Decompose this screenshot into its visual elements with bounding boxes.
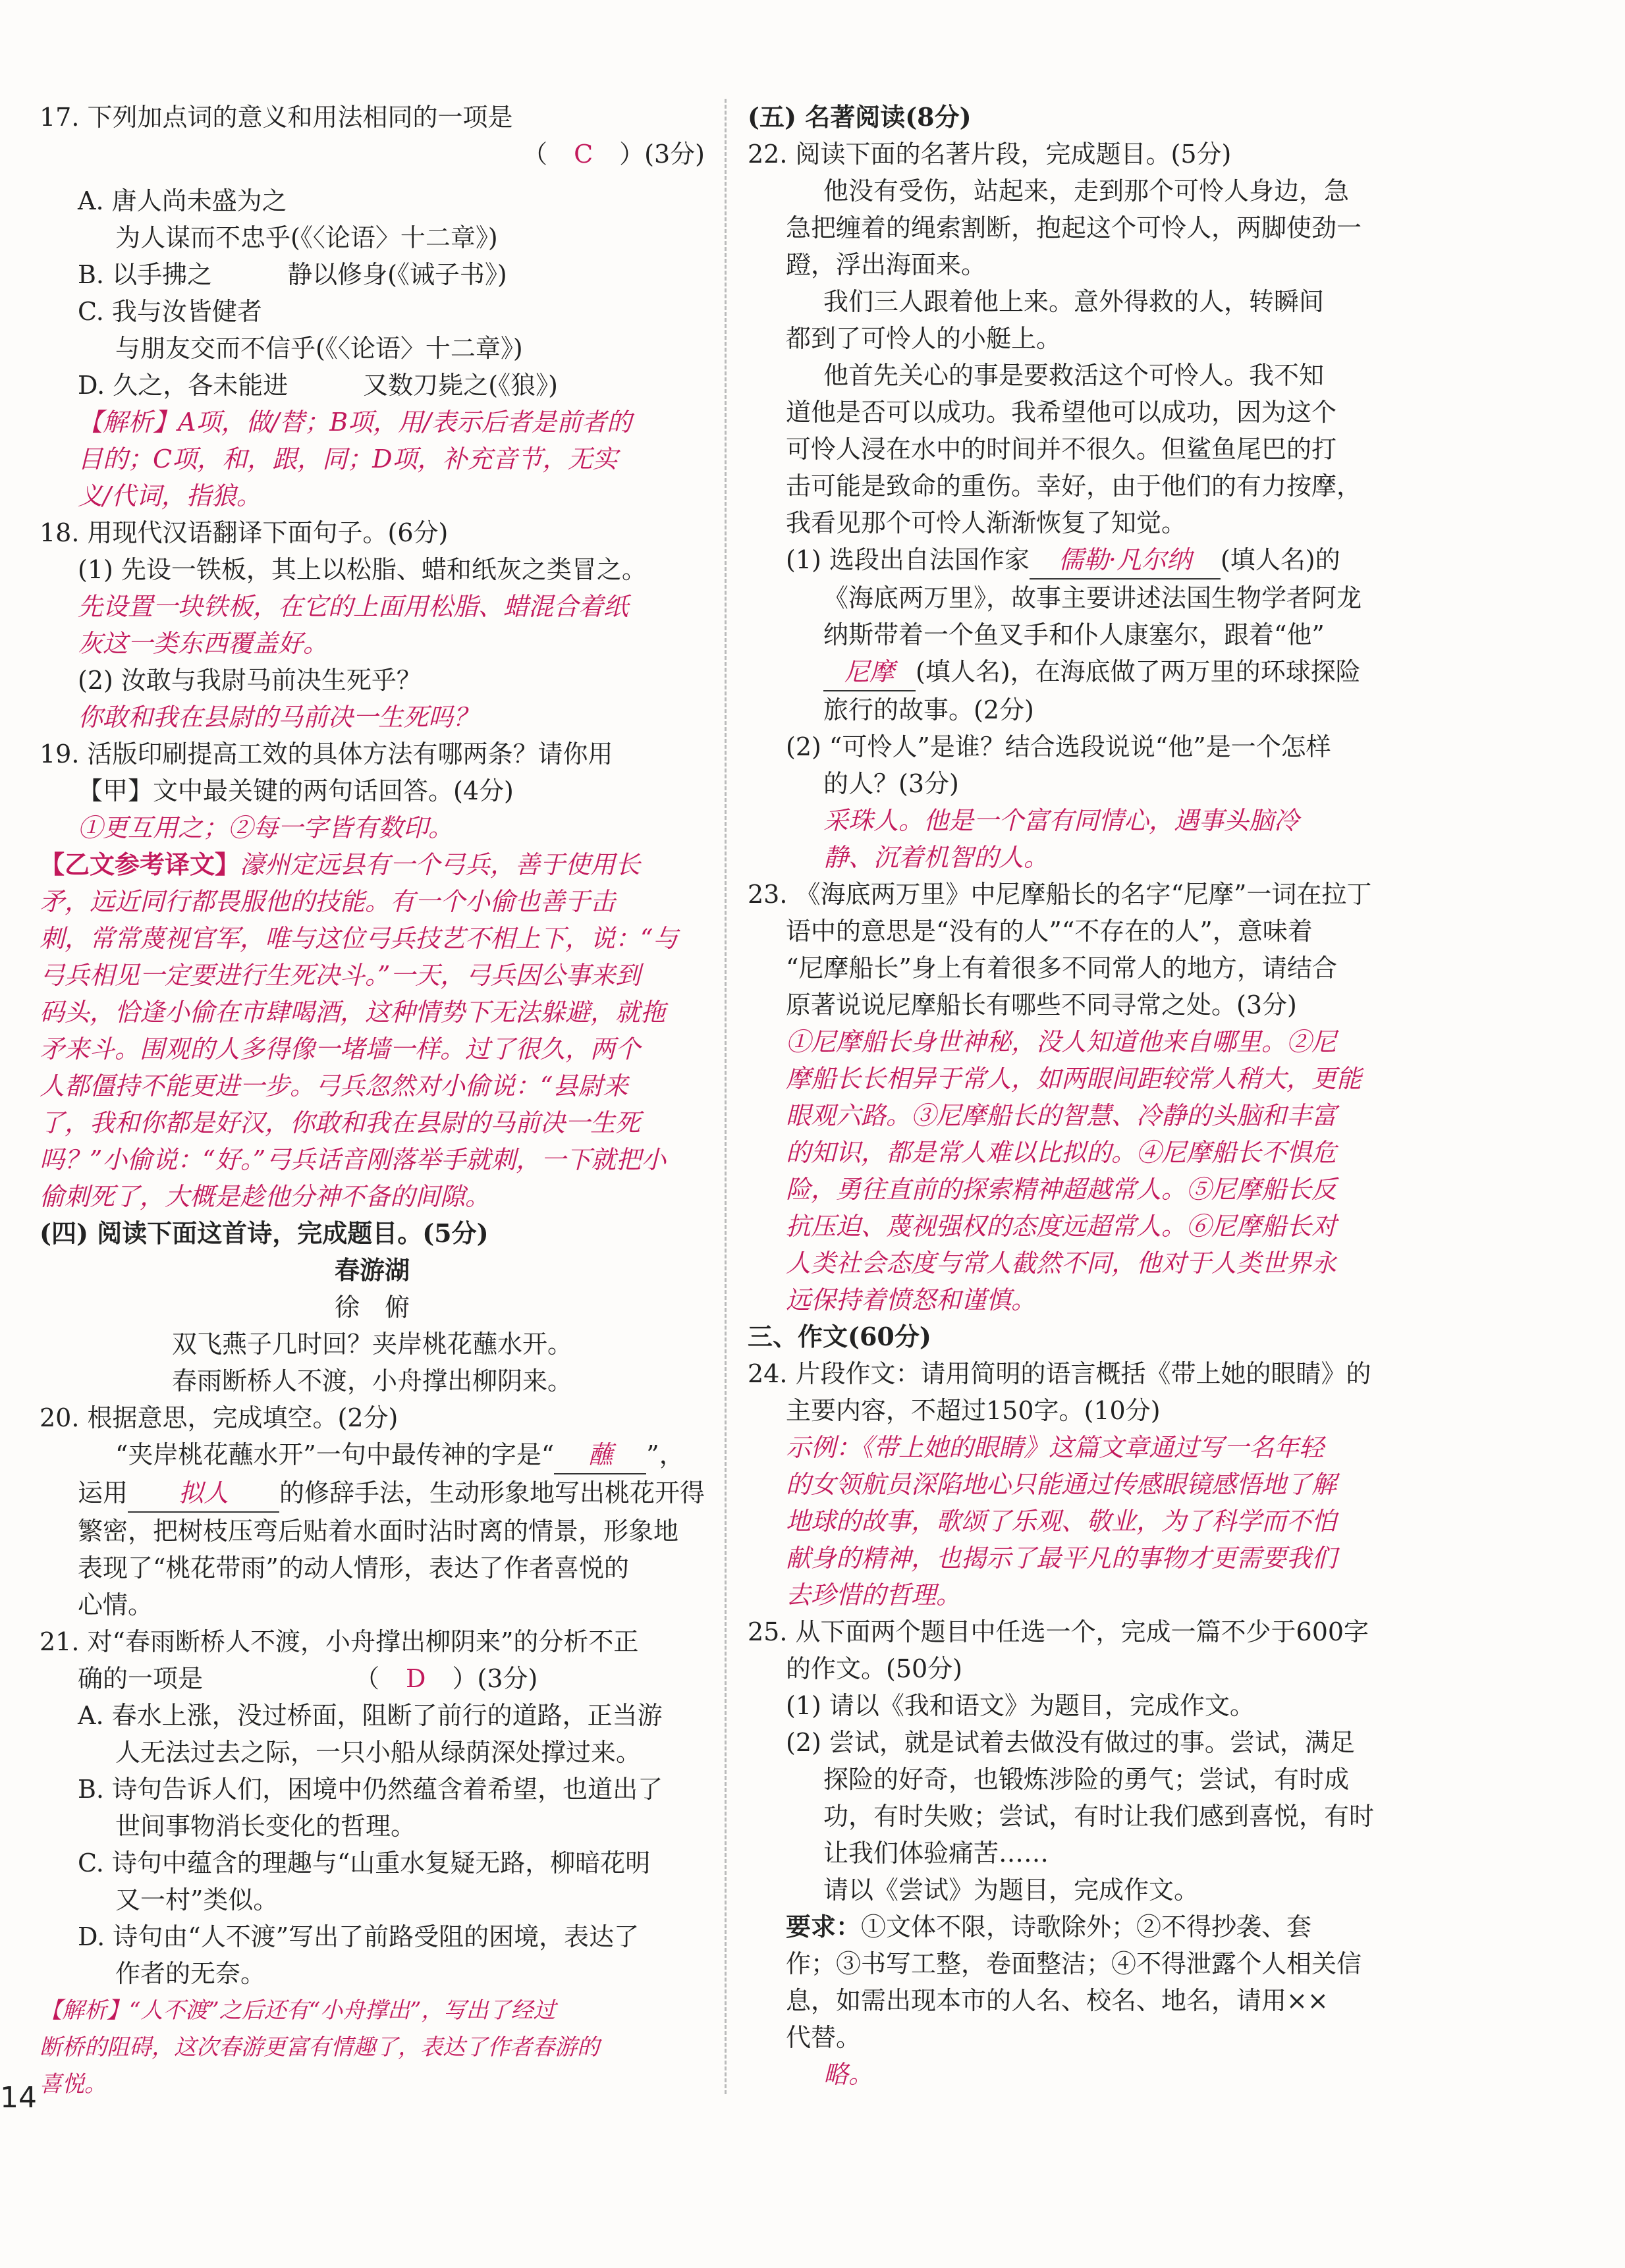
q18-answer-2: 你敢和我在县尉的马前决一生死吗？ — [78, 703, 479, 732]
question-20 — [40, 1399, 705, 1623]
q25-option-2-4: 让我们体验痛苦…… — [823, 1839, 1049, 1868]
q24-answer-4: 献身的精神，也揭示了最平凡的事物才更需要我们 — [786, 1544, 1337, 1573]
requirements-label: 要求： — [786, 1912, 862, 1941]
q17-option-c: C. 我与汝皆健者 — [78, 297, 262, 326]
question-17 — [40, 99, 705, 514]
q21-option-d: D. 诗句由“人不渡”写出了前路受阻的困境，表达了 — [78, 1922, 640, 1951]
q22-para1-3: 蹬，浮出海面来。 — [786, 250, 987, 279]
q23-stem-4: 原著说说尼摩船长有哪些不同寻常之处。(3分) — [786, 990, 1297, 1019]
q25-option-2-1: (2) 尝试，就是试着去做没有做过的事。尝试，满足 — [786, 1728, 1355, 1757]
translation-line-1: 【乙文参考译文】濠州定远县有一个弓兵，善于使用长 — [40, 850, 641, 879]
translation-line-10: 偷刺死了，大概是趁他分神不备的间隙。 — [40, 1182, 491, 1211]
q24-answer-2: 的女领航员深陷地心只能通过传感眼镜感悟地了解 — [786, 1470, 1337, 1499]
q17-analysis-3: 义/代词，指狼。 — [78, 481, 262, 510]
q22-sub1-3: 纳斯带着一个鱼叉手和仆人康塞尔，跟着“他” — [823, 620, 1325, 649]
q22-stem: 22. 阅读下面的名著片段，完成题目。(5分) — [748, 140, 1232, 169]
q20-text-4: 表现了“桃花带雨”的动人情形，表达了作者喜悦的 — [78, 1553, 629, 1582]
q23-stem-3: “尼摩船长”身上有着很多不同常人的地方，请结合 — [786, 954, 1337, 983]
q17-option-a-2: 为人谋而不忠乎(《〈论语〉十二章》) — [115, 223, 498, 252]
q23-answer-3: 眼观六路。③尼摩船长的智慧、冷静的头脑和丰富 — [786, 1101, 1337, 1130]
q19-stem: 19. 活版印刷提高工效的具体方法有哪两条？请你用 — [40, 740, 613, 769]
translation-line-2: 矛，远近同行都畏服他的技能。有一个小偷也善于击 — [40, 887, 616, 916]
q25-answer: 略。 — [823, 2060, 874, 2089]
q23-answer-2: 摩船长长相异于常人，如两眼间距较常人稍大，更能 — [786, 1064, 1362, 1093]
q22-sub2-1: (2) “可怜人”是谁？结合选段说说“他”是一个怎样 — [786, 732, 1331, 761]
q25-requirements-4: 代替。 — [786, 2023, 862, 2052]
q22-sub2-2: 的人？(3分) — [823, 769, 959, 798]
q22-para2-2: 都到了可怜人的小艇上。 — [786, 324, 1062, 353]
q21-option-c: C. 诗句中蕴含的理趣与“山重水复疑无路，柳暗花明 — [78, 1849, 651, 1877]
q17-option-b: B. 以手拂之 静以修身(《诫子书》) — [78, 260, 507, 289]
q23-stem-2: 语中的意思是“没有的人”“不存在的人”，意味着 — [786, 917, 1313, 946]
question-22 — [748, 136, 1416, 876]
section-4 — [40, 1215, 705, 1399]
translation-line-5: 码头，恰逢小偷在市肆喝酒，这种情势下无法躲避，就拖 — [40, 998, 666, 1027]
q21-stem-2: 确的一项是 （ D ）(3分) — [78, 1664, 538, 1693]
q17-option-a: A. 唐人尚未盛为之 — [78, 186, 287, 215]
q22-para3-4: 击可能是致命的重伤。幸好，由于他们的有力按摩， — [786, 472, 1362, 500]
translation-line-8: 了，我和你都是好汉，你敢和我在县尉的马前决一生死 — [40, 1108, 641, 1137]
q25-stem-2: 的作文。(50分) — [786, 1654, 963, 1683]
poem-line-1: 双飞燕子几时回？夹岸桃花蘸水开。 — [171, 1330, 572, 1359]
q24-answer-1: 示例：《带上她的眼睛》这篇文章通过写一名年轻 — [786, 1433, 1325, 1462]
q22-sub1-4: 尼摩 (填人名)，在海底做了两万里的环球探险 — [748, 653, 1416, 691]
q21-analysis: 【解析】“人不渡”之后还有“小舟撑出”，写出了经过 — [40, 1997, 556, 2024]
q24-stem-2: 主要内容，不超过150字。(10分) — [786, 1396, 1161, 1425]
q22-para3-3: 可怜人浸在水中的时间并不很久。但鲨鱼尾巴的打 — [786, 435, 1337, 464]
translation-line-6: 矛来斗。围观的人多得像一堵墙一样。过了很久，两个 — [40, 1035, 641, 1064]
question-18 — [40, 514, 705, 736]
q22-para1-1: 他没有受伤，站起来，走到那个可怜人身边，急 — [823, 176, 1350, 205]
q18-stem: 18. 用现代汉语翻译下面句子。(6分) — [40, 518, 449, 547]
q17-option-d: D. 久之，各未能进 又数刀毙之(《狼》) — [78, 371, 558, 400]
q25-requirements-3: 息，如需出现本市的人名、校名、地名，请用×× — [786, 1986, 1329, 2015]
q21-analysis-3: 喜悦。 — [40, 2071, 107, 2097]
q17-answer: C — [574, 140, 593, 169]
q20-text-2: 运用 拟人 的修辞手法，生动形象地写出桃花开得 — [40, 1474, 705, 1513]
q20-stem: 20. 根据意思，完成填空。(2分) — [40, 1403, 399, 1432]
q22-para2-1: 我们三人跟着他上来。意外得救的人，转瞬间 — [823, 287, 1325, 316]
q18-sentence-2: (2) 汝敢与我尉马前决生死乎？ — [78, 666, 422, 695]
page-number: 14 — [0, 2081, 37, 2115]
q21-option-d-2: 作者的无奈。 — [115, 1959, 266, 1988]
q20-blank-1: 蘸 — [554, 1436, 646, 1474]
q17-option-c-2: 与朋友交而不信乎(《〈论语〉十二章》) — [115, 334, 523, 363]
q20-blank-2: 拟人 — [128, 1474, 279, 1513]
q21-option-a-2: 人无法过去之际，一只小船从绿荫深处撑过来。 — [115, 1738, 642, 1767]
q25-stem: 25. 从下面两个题目中任选一个，完成一篇不少于600字 — [748, 1617, 1369, 1646]
q23-answer-8: 远保持着愤怒和谨慎。 — [786, 1285, 1037, 1314]
q17-analysis-2: 目的；C项，和，跟，同；D项，补充音节，无实 — [78, 445, 618, 473]
q21-option-b-2: 世间事物消长变化的哲理。 — [115, 1812, 416, 1841]
q23-stem: 23. 《海底两万里》中尼摩船长的名字“尼摩”一词在拉丁 — [748, 880, 1372, 909]
q22-sub1-1: (1) 选段出自法国作家 儒勒·凡尔纳 (填人名)的 — [748, 541, 1416, 580]
q25-requirements-2: 作；③书写工整，卷面整洁；④不得泄露个人相关信 — [786, 1949, 1362, 1978]
q22-sub1-2: 《海底两万里》，故事主要讲述法国生物学者阿龙 — [823, 583, 1362, 612]
q17-stem: 17. 下列加点词的意义和用法相同的一项是 — [40, 103, 513, 132]
q24-answer-5: 去珍惜的哲理。 — [786, 1580, 962, 1609]
q21-option-a: A. 春水上涨，没过桥面，阻断了前行的道路，正当游 — [78, 1701, 663, 1730]
q23-answer-7: 人类社会态度与常人截然不同，他对于人类世界永 — [786, 1249, 1337, 1278]
q21-option-c-2: 又一村”类似。 — [115, 1885, 279, 1914]
question-24 — [748, 1355, 1416, 1613]
section-5-heading: (五) 名著阅读(8分) — [748, 102, 972, 132]
translation-line-7: 人都僵持不能更进一步。弓兵忽然对小偷说：“县尉来 — [40, 1071, 628, 1100]
q23-answer-6: 抗压迫、蔑视强权的态度远超常人。⑥尼摩船长对 — [786, 1212, 1337, 1241]
q22-answer-2: 采珠人。他是一个富有同情心，遇事头脑冷 — [823, 806, 1300, 835]
q25-option-1: (1) 请以《我和语文》为题目，完成作文。 — [786, 1691, 1255, 1720]
question-25 — [748, 1613, 1416, 2093]
right-column — [748, 99, 1416, 2093]
translation-line-4: 弓兵相见一定要进行生死决斗。”一天，弓兵因公事来到 — [40, 961, 641, 990]
column-divider — [725, 99, 727, 2094]
q22-blank-name: 尼摩 — [823, 653, 916, 691]
q25-requirements-1: 要求：①文体不限，诗歌除外；②不得抄袭、套 — [786, 1912, 1312, 1941]
q20-text-1: “夹岸桃花蘸水开”一句中最传神的字是“ 蘸 ”， — [40, 1436, 705, 1474]
q22-para3-5: 我看见那个可怜人渐渐恢复了知觉。 — [786, 508, 1187, 537]
section-4-heading: (四) 阅读下面这首诗，完成题目。(5分) — [40, 1218, 489, 1248]
q22-answer-2-2: 静、沉着机智的人。 — [823, 843, 1049, 872]
q19-answer: ①更互用之；②每一字皆有数印。 — [78, 813, 454, 842]
q21-answer: D — [406, 1664, 426, 1693]
q17-answer-line: （ C ）(3分) — [522, 140, 705, 169]
q18-answer-1: 先设置一块铁板，在它的上面用松脂、蜡混合着纸 — [78, 592, 629, 621]
poem-title: 春游湖 — [334, 1256, 410, 1285]
q20-text-5: 心情。 — [78, 1590, 153, 1619]
q23-answer-4: 的知识，都是常人难以比拟的。④尼摩船长不惧危 — [786, 1138, 1337, 1167]
section-3-heading: 三、作文(60分) — [748, 1322, 931, 1351]
translation-label: 【乙文参考译文】 — [40, 850, 240, 879]
left-column — [40, 99, 705, 2103]
translation-line-3: 刺，常常蔑视官军，唯与这位弓兵技艺不相上下，说：“与 — [40, 924, 678, 953]
q22-blank-author: 儒勒·凡尔纳 — [1030, 541, 1221, 580]
q20-text-3: 繁密，把树枝压弯后贴着水面时沾时离的情景，形象地 — [78, 1517, 679, 1546]
q24-stem: 24. 片段作文：请用简明的语言概括《带上她的眼睛》的 — [748, 1359, 1371, 1388]
q21-stem: 21. 对“春雨断桥人不渡，小舟撑出柳阴来”的分析不正 — [40, 1627, 639, 1656]
translation-line-9: 吗？”小偷说：“好。”弓兵话音刚落举手就刺，一下就把小 — [40, 1145, 667, 1174]
q22-para3-1: 他首先关心的事是要救活这个可怜人。我不知 — [823, 361, 1325, 390]
poem-author: 徐 俯 — [334, 1293, 410, 1322]
q18-sentence-1: (1) 先设一铁板，其上以松脂、蜡和纸灰之类冒之。 — [78, 555, 647, 584]
poem-line-2: 春雨断桥人不渡，小舟撑出柳阴来。 — [171, 1366, 572, 1395]
q25-option-2-3: 功，有时失败；尝试，有时让我们感到喜悦，有时 — [823, 1802, 1375, 1831]
q23-answer-5: 险，勇往直前的探索精神超越常人。⑤尼摩船长反 — [786, 1175, 1337, 1204]
q21-option-b: B. 诗句告诉人们，困境中仍然蕴含着希望，也道出了 — [78, 1775, 663, 1804]
q24-answer-3: 地球的故事，歌颂了乐观、敬业，为了科学而不怕 — [786, 1507, 1337, 1536]
q17-analysis: 【解析】A项，做/替；B项，用/表示后者是前者的 — [78, 408, 632, 437]
question-23 — [748, 876, 1416, 1318]
q22-para1-2: 急把缠着的绳索割断，抱起这个可怜人，两脚使劲一 — [786, 213, 1362, 242]
q22-sub1-5: 旅行的故事。(2分) — [823, 695, 1034, 724]
question-21 — [40, 1623, 705, 2103]
q22-para3-2: 道他是否可以成功。我希望他可以成功，因为这个 — [786, 398, 1337, 427]
q25-option-2-2: 探险的好奇，也锻炼涉险的勇气；尝试，有时成 — [823, 1765, 1350, 1794]
q19-stem-2: 【甲】文中最关键的两句话回答。(4分) — [78, 776, 514, 805]
translation-block — [40, 846, 705, 1215]
q21-analysis-2: 断桥的阻碍，这次春游更富有情趣了，表达了作者春游的 — [40, 2034, 599, 2061]
q18-answer-1-2: 灰这一类东西覆盖好。 — [78, 629, 329, 658]
question-19 — [40, 736, 705, 846]
q23-answer-1: ①尼摩船长身世神秘，没人知道他来自哪里。②尼 — [786, 1027, 1337, 1056]
q25-option-2-5: 请以《尝试》为题目，完成作文。 — [823, 1876, 1199, 1904]
